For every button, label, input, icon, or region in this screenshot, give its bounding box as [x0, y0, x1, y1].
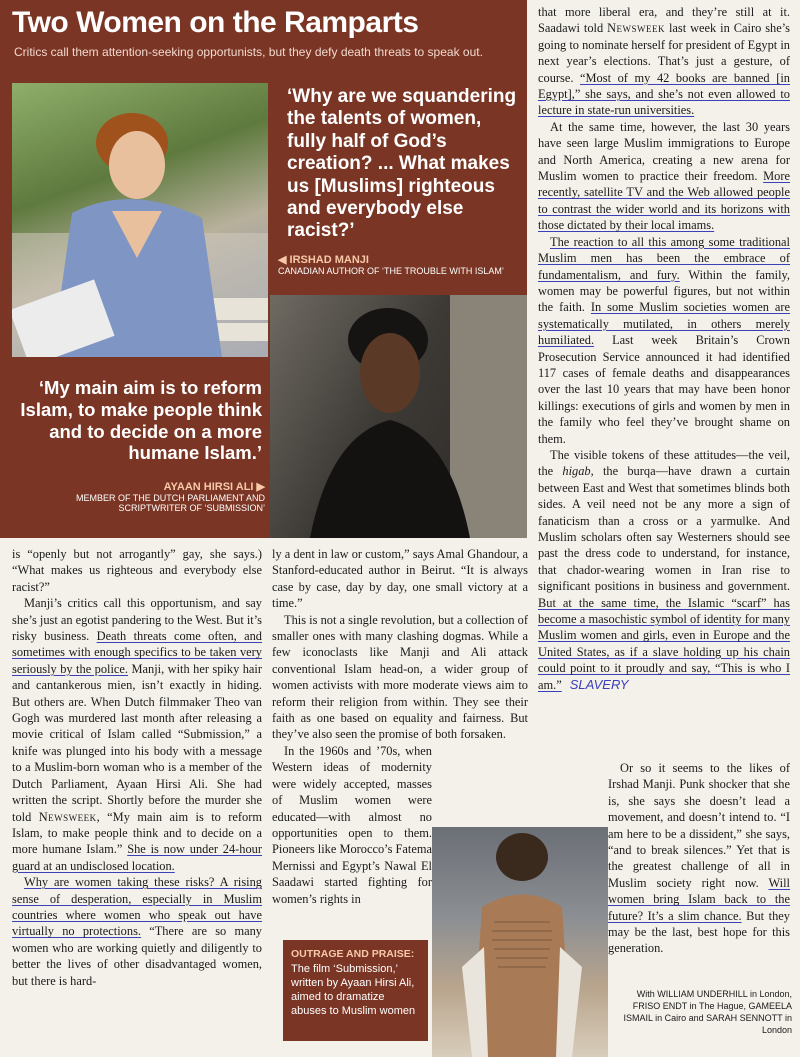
paragraph: is “openly but not arrogantly” gay, she says.) “What makes us righteous and everybody else racist?” [12, 547, 262, 594]
italic-term: higab [562, 464, 591, 479]
text-run: Manji, with her spiky hair and cantankerous mien, isn’t exactly in hiding. But others are. When Dutch filmmaker Theo van Gogh was murdered last month after releasing a movie critical of Islam called “Submission,” a knife was plunged into his body with a message to a Muslim-born woman who is a member of the Dutch Parliament, Ayaan Hirsi Ali. She had written the script. Shortly before the murder she told [12, 661, 262, 824]
photo-irshad-manji [12, 83, 268, 357]
underlined-text: “Most of my 42 books are banned [in Egypt],” she says, and she’s not even allowed to lecture in state-run universities. [538, 70, 790, 118]
photo-caption [283, 940, 428, 1041]
column-3 [538, 4, 790, 693]
underlined-text: Why are women taking these risks? A rising sense of desperation, especially in Muslim countries where women who speak out have virtually no protections. [12, 875, 262, 939]
paragraph [538, 4, 790, 119]
underlined-text: Death threats come often, and sometimes with enough specifics to be taken very seriously by the police. [12, 629, 262, 676]
underlined-text: She is now under 24-hour guard at an undisclosed location. [12, 842, 262, 873]
underlined-text: Will women bring Islam back to the future? It’s a slim chance. [608, 875, 790, 923]
ali-pull-quote: ‘My main aim is to reform Islam, to make people think and to decide on a more humane Islam.’ [20, 377, 262, 464]
text-run: Last week Britain’s Crown Prosecution Service announced it had identified 117 cases of female deaths and disappearances over the last 10 years that may have been honor killings: executions of girls and women by men in the family who feel they’ve brought shame on them. [538, 333, 790, 446]
article-subtitle: Critics call them attention-seeking opportunists, but they defy death threats to speak out. [14, 45, 483, 59]
article-title: Two Women on the Ramparts [12, 6, 419, 39]
paragraph [538, 447, 790, 693]
underlined-text: In some Muslim societies women are systematically mutilated, in others merely humiliated. [538, 300, 790, 348]
text-run: Manji’s critics call this opportunism, and say she’s just an egotist pandering to the West. But it’s risky business. [12, 596, 263, 644]
text-run: Within the family, women may be powerful figures, but not within the faith. [538, 267, 790, 315]
reporting-credits: With WILLIAM UNDERHILL in London, FRISO ENDT in The Hague, GAMEELA ISMAIL in Cairo and SARAH SENNOTT in London [623, 989, 792, 1035]
paragraph: ly a dent in law or custom,” says Amal Ghandour, a Stanford-educated author in Beirut. “It is always case by case, day by day, one small victory at a time.” [272, 547, 528, 611]
text-run: last week in Cairo she’s going to nominate herself for president of Egypt in next year’s elections. That’s just a gesture, of course. [538, 21, 790, 85]
column-1 [12, 546, 262, 989]
underlined-text: The reaction to all this among some traditional Muslim men has been the embrace of fundamentalism, and fury. [538, 234, 790, 282]
underlined-text: But at the same time, the Islamic “scarf” has become a masochistic symbol of identity for many Muslim women and girls, even in Europe and the United States, as if a slave holding up his chain could point to it proudly and say, “This is who I am.” [538, 595, 790, 692]
text-run: The visible tokens of these attitudes—the veil, the [538, 447, 790, 479]
paragraph [12, 874, 262, 989]
caption-text: The film ‘Submission,’ written by Ayaan Hirsi Ali, aimed to dramatize abuses to Muslim women [291, 963, 416, 1017]
handwritten-note: SLAVERY [569, 676, 629, 692]
ali-name: AYAAN HIRSI ALI ▶ [163, 481, 265, 493]
manji-attribution [278, 253, 518, 276]
paragraph [272, 743, 432, 907]
feature-box [0, 0, 527, 538]
manji-pull-quote: ‘Why are we squandering the talents of women, fully half of God’s creation? ... What makes us [Muslims] righteous and everybody else racist?’ [287, 86, 517, 242]
text-run: “There are so many women who are working quietly and diligently to better the lives of other disadvantaged women, but there is hard- [12, 924, 262, 988]
ali-attribution [40, 480, 265, 513]
text-run: But they may be the last, best hope for this generation. [608, 908, 790, 956]
paragraph [538, 119, 790, 234]
text-run: that more liberal era, and they’re still at it. Saadawi told [538, 5, 790, 36]
ali-role: MEMBER OF THE DUTCH PARLIAMENT AND SCRIPTWRITER OF ‘SUBMISSION’ [75, 493, 265, 513]
paragraph [538, 234, 790, 447]
text-run: , “My main aim is to reform Islam, to make people think and to decide on a more humane Islam.” [12, 809, 263, 857]
text-run: Or so it seems to the likes of Irshad Manji. Punk shocker that she is, she says she doesn’t lead a movement, and doesn’t intend to. “I am here to be a dissident,” she says, “and to break silences.” Yet that is the greatest challenge of all in Muslim society right now. [608, 761, 790, 890]
manji-name: ◀ IRSHAD MANJI [278, 254, 369, 266]
text-run: In the 1960s and ’70s, when Western ideas of modernity were widely accepted, masses of Muslim women were educated—with almost no opportunities open to them. Pioneers like Morocco’s Fatema Mernissi and Egypt’s Nawal El Saadawi started fighting for women’s rights in [272, 743, 433, 906]
manji-role: CANADIAN AUTHOR OF ‘THE TROUBLE WITH ISLAM’ [278, 266, 504, 276]
text-run: At the same time, however, the last 30 years have seen large Muslim immigrations to Europe and North America, creating a new arena for Muslim women to practice their freedom. [538, 119, 790, 184]
paragraph: This is not a single revolution, but a collection of smaller ones with many clashing dogmas. While a few iconoclasts like Manji and Ali attack conventional Islam head-on, a wider group of women activists with more moderate views aim to reform their religion from within. They see their faith as one based on equality and fairness. But they’ve also seen the promise of both forsaken. [272, 612, 528, 742]
newsweek-name: Newsweek [607, 21, 666, 36]
text-run: , the burqa—have drawn a curtain between East and West that sometimes blinds both sides. A veil need not be any more a sign of fanaticism than a cross or a yarmulke. And Muslim scholars often say Westerners should see past the dress code to understand, for instance, that chador-wearing women in Iran rise to significant positions in business and government. [538, 464, 790, 594]
caption-label: OUTRAGE AND PRAISE: [291, 948, 415, 960]
photo-ayaan-hirsi-ali [270, 295, 527, 538]
paragraph [12, 595, 262, 874]
underlined-text: More recently, satellite TV and the Web allowed people to contrast the wider world and its horizons with those dictated by their local imams. [538, 169, 790, 233]
photo-submission-film-still [432, 827, 608, 1057]
newsweek-name: Newsweek [38, 809, 97, 824]
